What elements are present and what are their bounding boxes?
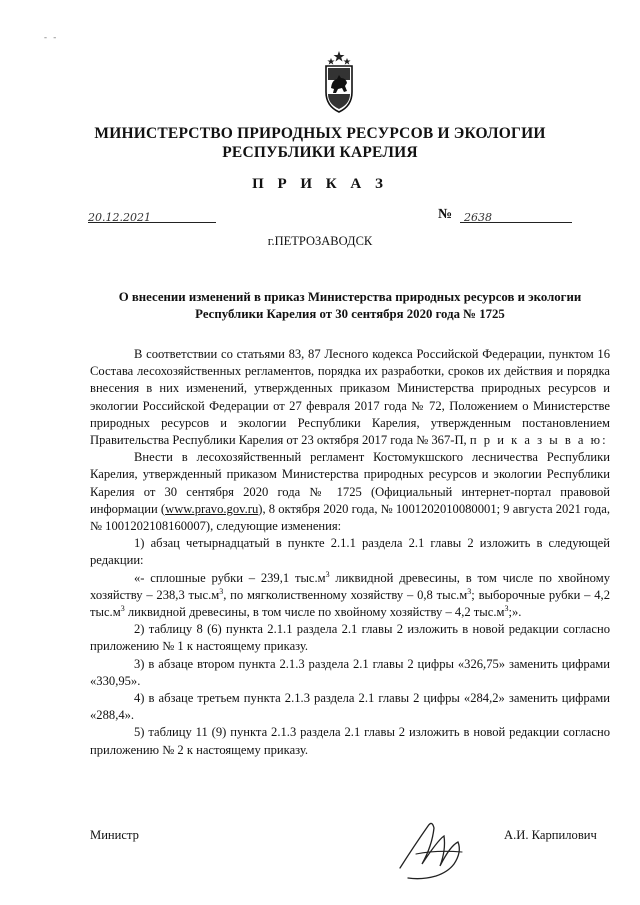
- order-subject: [70, 289, 630, 323]
- order-number-label: №: [438, 207, 453, 222]
- pravo-gov-link[interactable]: www.pravo.gov.ru: [165, 501, 259, 516]
- corner-mark: - -: [44, 32, 59, 42]
- ministry-name: [0, 124, 640, 162]
- order-number: 2638: [464, 211, 492, 224]
- subject-line2: Республики Карелия от 30 сентября 2020 года № 1725: [195, 307, 505, 321]
- amendment-intro-paragraph: Внести в лесохозяйственный регламент Костомукшского лесничества Республики Карелия, утвержденный приказом Министерства природных ресурсов и экологии Республики Карелия от 30 сентября 2020 года № 1725 (Официальный интернет-портал правовой информации (www.pravo.gov.ru), 8 октября 2020 года, № 1001202010080001; 9 августа 2021 года, № 1001202108160007), следующие изменения:: [90, 450, 610, 534]
- preamble-paragraph: В соответствии со статьями 83, 87 Лесного кодекса Российской Федерации, пунктом 16 Состава лесохозяйственных регламентов, порядка их разработки, сроков их действия и порядка внесения в них изменений, утвержденных приказом Министерства природных ресурсов и экологии Российской Федерации от 27 февраля 2017 года № 72, Положением о Министерстве природных ресурсов и экологии Республики Карелия, утвержденным постановлением Правительства Республики Карелия от 23 октября 2017 года № 367-П, п р и к а з ы в а ю:: [90, 347, 610, 448]
- amendment-item-5: 5) таблицу 11 (9) пункта 2.1.3 раздела 2.1 главы 2 изложить в новой редакции согласно приложению № 2 к настоящему приказу.: [90, 725, 610, 757]
- order-date: 20.12.2021: [88, 211, 151, 224]
- ministry-name-line1: МИНИСТЕРСТВО ПРИРОДНЫХ РЕСУРСОВ И ЭКОЛОГИИ: [94, 125, 546, 142]
- amendment-item-1: 1) абзац четырнадцатый в пункте 2.1.1 раздела 2.1 главы 2 изложить в следующей редакции:: [90, 536, 610, 568]
- order-title: П Р И К А З: [252, 176, 388, 192]
- order-date-field: [88, 208, 216, 223]
- handwritten-signature-icon: [392, 806, 478, 886]
- amendment-quote: «- сплошные рубки – 239,1 $тыс.м^3$ ликвидной древесины, в том числе по хвойному хозяйству – 238,3 $тыс.м^3$, по мягколиственному хозяйству – 0,8 $тыс.м^3$; выборочные рубки – 4,2 $тыс.м^3$ ликвидной древесины, в том числе по хвойному хозяйству – 4,2 $тыс.м^3$;».: [90, 569, 611, 620]
- signer-name: А.И. Карпилович: [504, 828, 597, 842]
- ministry-name-line2: РЕСПУБЛИКИ КАРЕЛИЯ: [222, 144, 418, 161]
- amendment-item-4: 4) в абзаце третьем пункта 2.1.3 раздела 2.1 главы 2 цифры «284,2» заменить цифрами «288,4».: [90, 691, 610, 723]
- order-directive: п р и к а з ы в а ю:: [469, 433, 608, 448]
- amendment-item-3: 3) в абзаце втором пункта 2.1.3 раздела 2.1 главы 2 цифры «326,75» заменить цифрами «330,95».: [90, 656, 610, 688]
- order-body: [90, 346, 610, 759]
- karelia-coat-of-arms-icon: [324, 50, 354, 114]
- city-name: г.ПЕТРОЗАВОДСК: [267, 234, 373, 248]
- order-number-field: [460, 208, 572, 223]
- signer-position: Министр: [90, 828, 139, 842]
- amendment-item-2: 2) таблицу 8 (6) пункта 2.1.1 раздела 2.1 главы 2 изложить в новой редакции согласно приложению № 1 к настоящему приказу.: [90, 622, 610, 654]
- subject-line1: О внесении изменений в приказ Министерства природных ресурсов и экологии: [118, 290, 582, 304]
